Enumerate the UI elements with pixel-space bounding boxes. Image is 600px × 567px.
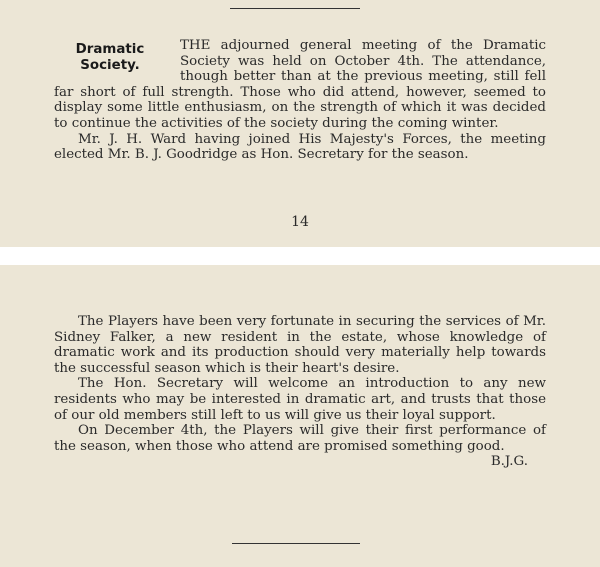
- heading-line-1: Dramatic: [75, 42, 145, 57]
- top-page: [0, 0, 600, 247]
- paragraph-meeting: THE adjourned general meeting of the Dramatic Society was held on October 4th. The attendance, though better than at the previous meeting, still fell far short of full strength. Those who did attend, however, seemed to display some little enthusiasm, on the strength of which it was decided to continue the activities of the society during the coming winter.: [54, 38, 546, 131]
- paragraph-performance: On December 4th, the Players will give their first performance of the season, when those who attend are promised something good.: [54, 423, 546, 454]
- top-rule: [230, 8, 360, 9]
- players-article: [54, 314, 546, 470]
- paragraph-secretary: Mr. J. H. Ward having joined His Majesty's Forces, the meeting elected Mr. B. J. Goodridge as Hon. Secretary for the season.: [54, 131, 546, 163]
- page-number: 14: [291, 214, 309, 230]
- section-heading: [54, 42, 166, 74]
- paragraph-falker: The Players have been very fortunate in securing the services of Mr. Sidney Falker, a new resident in the estate, whose knowledge of dramatic work and its production should very materially help towards the successful season which is their heart's desire.: [54, 314, 546, 376]
- paragraph-hon-secretary: The Hon. Secretary will welcome an introduction to any new residents who may be interested in dramatic art, and trusts that those of our old members still left to us will give us their loyal support.: [54, 376, 546, 423]
- bottom-rule: [232, 543, 360, 544]
- signature: B.J.G.: [490, 454, 528, 470]
- dramatic-society-article: [54, 38, 546, 163]
- bottom-page: [0, 265, 600, 567]
- heading-line-2: Society.: [80, 58, 140, 73]
